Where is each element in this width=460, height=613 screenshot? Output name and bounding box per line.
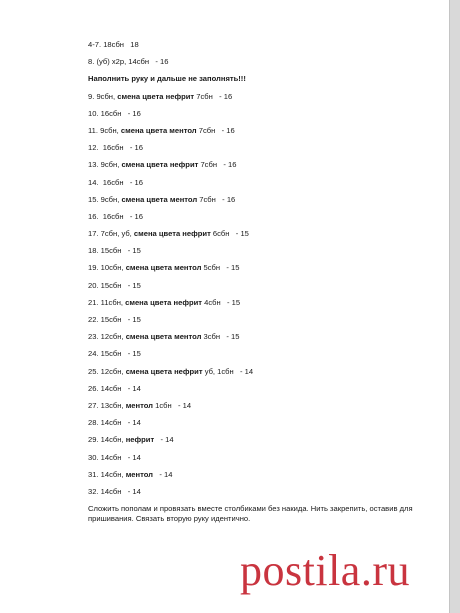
pattern-row bbox=[88, 349, 428, 359]
row-text: 10. 16сбн - 16 bbox=[88, 108, 141, 118]
pattern-row bbox=[88, 435, 428, 445]
pattern-row bbox=[88, 212, 428, 222]
row-text-end: 7сбн - 16 bbox=[198, 160, 237, 170]
closing-paragraph: Сложить пополам и провязать вместе столбиками без накида. Нить закрепить, оставив для пришивания. Связать вторую руку идентично. bbox=[88, 504, 413, 524]
pattern-row bbox=[88, 109, 428, 119]
row-text-start: 29. 14сбн, bbox=[88, 435, 126, 445]
row-text: 14. 16сбн - 16 bbox=[88, 177, 143, 187]
row-text: 4-7. 18сбн 18 bbox=[88, 40, 139, 49]
row-text-end: 7сбн - 16 bbox=[197, 194, 236, 204]
pattern-row bbox=[88, 229, 428, 239]
color-change-instruction: смена цвета нефрит bbox=[125, 297, 202, 307]
pattern-row bbox=[88, 298, 428, 308]
pattern-row bbox=[88, 281, 428, 291]
pattern-row bbox=[88, 453, 428, 463]
pattern-row bbox=[88, 126, 428, 136]
pattern-row bbox=[88, 315, 428, 325]
pattern-row bbox=[88, 401, 428, 411]
pattern-row bbox=[88, 418, 428, 428]
color-change-instruction: ментол bbox=[125, 400, 154, 410]
pattern-row bbox=[88, 40, 428, 50]
instruction-heading bbox=[88, 74, 428, 84]
color-change-instruction: ментол bbox=[125, 469, 154, 479]
color-change-instruction: смена цвета ментол bbox=[125, 332, 202, 342]
row-text-end: 1сбн - 14 bbox=[153, 400, 192, 410]
row-text-end: 4сбн - 15 bbox=[202, 297, 241, 307]
row-text-end: - 14 bbox=[154, 435, 174, 445]
color-change-instruction: смена цвета нефрит bbox=[133, 229, 211, 239]
row-text-start: 17. 7сбн, уб, bbox=[88, 229, 134, 239]
row-text-end: уб, 1сбн - 14 bbox=[202, 366, 254, 376]
row-text-end: - 14 bbox=[153, 469, 173, 479]
row-text-end: 3сбн - 15 bbox=[201, 332, 240, 342]
row-text-start: 9. 9сбн, bbox=[88, 91, 118, 101]
pattern-row bbox=[88, 160, 428, 170]
pattern-row bbox=[88, 367, 428, 377]
color-change-instruction: смена цвета ментол bbox=[120, 125, 197, 135]
row-text: 22. 15сбн - 15 bbox=[88, 315, 141, 324]
row-text-start: 27. 13сбн, bbox=[88, 400, 126, 410]
pattern-text bbox=[88, 40, 428, 524]
pattern-row bbox=[88, 57, 428, 67]
color-change-instruction: нефрит bbox=[125, 435, 155, 445]
row-text-start: 23. 12сбн, bbox=[88, 332, 126, 342]
row-text-end: 7сбн - 16 bbox=[196, 125, 235, 135]
pattern-rows bbox=[88, 40, 428, 497]
pattern-row bbox=[88, 195, 428, 205]
row-text: 8. (уб) х2р, 14сбн - 16 bbox=[88, 57, 169, 67]
watermark: postila.ru bbox=[240, 546, 410, 595]
pattern-row bbox=[88, 332, 428, 342]
row-text-end: 7сбн - 16 bbox=[194, 91, 233, 101]
row-text: 26. 14сбн - 14 bbox=[88, 383, 141, 393]
row-text-start: 11. 9сбн, bbox=[88, 125, 121, 135]
row-text: 24. 15сбн - 15 bbox=[88, 349, 141, 359]
row-text: Наполнить руку и дальше не заполнять!!! bbox=[88, 74, 246, 84]
pattern-row bbox=[88, 487, 428, 497]
color-change-instruction: смена цвета нефрит bbox=[125, 366, 203, 376]
row-text: 30. 14сбн - 14 bbox=[88, 452, 141, 462]
row-text-start: 15. 9сбн, bbox=[88, 194, 122, 204]
pattern-row bbox=[88, 92, 428, 102]
color-change-instruction: смена цвета нефрит bbox=[121, 160, 199, 170]
color-change-instruction: смена цвета ментол bbox=[125, 263, 202, 273]
row-text: 16. 16сбн - 16 bbox=[88, 211, 143, 221]
row-text: 32. 14сбн - 14 bbox=[88, 486, 141, 496]
row-text-start: 21. 11сбн, bbox=[88, 297, 126, 307]
pattern-row bbox=[88, 178, 428, 188]
row-text-start: 19. 10сбн, bbox=[88, 263, 126, 273]
row-text-start: 25. 12сбн, bbox=[88, 366, 126, 376]
color-change-instruction: смена цвета нефрит bbox=[117, 91, 195, 101]
row-text: 20. 15сбн - 15 bbox=[88, 280, 141, 290]
page-edge bbox=[449, 0, 460, 613]
row-text: 12. 16сбн - 16 bbox=[88, 143, 143, 153]
pattern-row bbox=[88, 384, 428, 394]
color-change-instruction: смена цвета ментол bbox=[121, 194, 198, 204]
pattern-row bbox=[88, 470, 428, 480]
row-text: 18. 15сбн - 15 bbox=[88, 246, 141, 256]
row-text: 28. 14сбн - 14 bbox=[88, 418, 141, 428]
row-text-end: 5сбн - 15 bbox=[201, 263, 240, 273]
row-text-start: 31. 14сбн, bbox=[88, 469, 126, 479]
pattern-row bbox=[88, 263, 428, 273]
row-text-start: 13. 9сбн, bbox=[88, 160, 122, 170]
row-text-end: 6сбн - 15 bbox=[210, 229, 249, 239]
pattern-row bbox=[88, 246, 428, 256]
pattern-row bbox=[88, 143, 428, 153]
